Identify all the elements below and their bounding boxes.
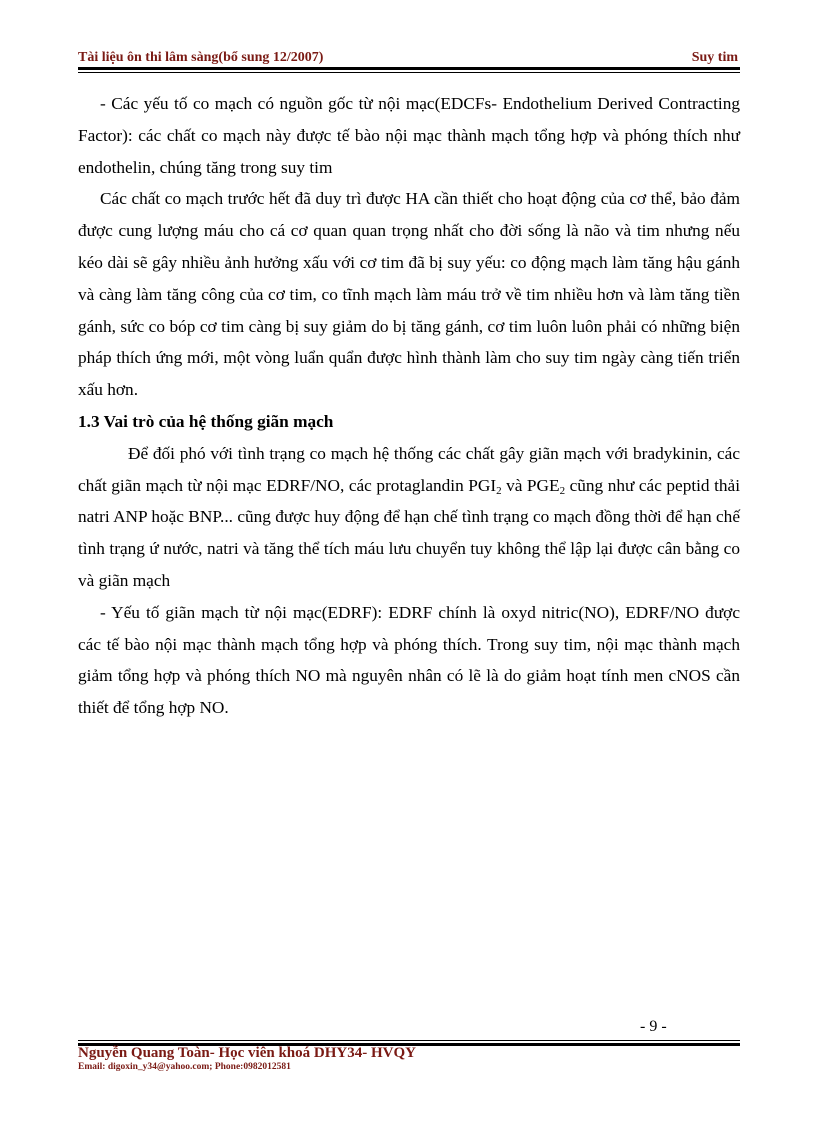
paragraph-vasodilators-text-c: cũng như các peptid thải natri ANP hoặc BNP... cũng được huy động để hạn chế tình trạng co mạch đồng thời để hạn chế tình trạng ứ nước, natri và tăng thể tích máu lưu chuyển tuy không thể lập lại được cân bằng co và giãn mạch — [78, 475, 741, 590]
subscript-pgi: 2 — [496, 484, 502, 497]
paragraph-edcfs: - Các yếu tố co mạch có nguồn gốc từ nội mạc(EDCFs- Endothelium Derived Contracting Factor): các chất co mạch này được tế bào nội mạc thành mạch tổng hợp và phóng thích như endothelin, chúng tăng trong suy tim — [78, 94, 740, 177]
document-body — [78, 88, 740, 724]
subscript-pge: 2 — [559, 484, 566, 497]
paragraph-vasodilators — [78, 438, 740, 597]
paragraph-vasodilators-text-b: và PGE — [501, 475, 560, 495]
paragraph-vasodilators-text-a: Để đối phó với tình trạng co mạch hệ thống các chất gây giãn mạch với bradykinin, các chất giãn mạch từ nội mạc EDRF/NO, các protaglandin PGI — [78, 443, 740, 495]
page-header — [78, 48, 738, 68]
footer-contact: Email: digoxin_y34@yahoo.com; Phone:0982012581 — [78, 1062, 291, 1072]
header-section-title: Suy tim — [691, 50, 738, 65]
paragraph-vasoconstriction-effects: Các chất co mạch trước hết đã duy trì được HA cần thiết cho hoạt động của cơ thể, bảo đảm được cung lượng máu cho cá cơ quan quan trọng nhất cho đời sống là não và tim nhưng nếu kéo dài sẽ gây nhiều ảnh hưởng xấu với cơ tim đã bị suy yếu: co động mạch làm tăng hậu gánh và càng làm tăng công của cơ tim, co tĩnh mạch làm máu trở về tim nhiều hơn và làm tăng tiền gánh, sức co bóp cơ tim càng bị suy giảm do bị tăng gánh, cơ tim luôn luôn phải có những biện pháp thích ứng mới, một vòng luẩn quẩn được hình thành làm cho suy tim ngày càng tiến triển xấu hơn. — [78, 189, 740, 400]
header-divider — [78, 67, 740, 70]
header-divider-thin — [78, 72, 740, 73]
header-document-title: Tài liệu ôn thi lâm sàng(bổ sung 12/2007) — [78, 50, 324, 65]
page-number: - 9 - — [640, 1018, 667, 1035]
footer-divider-thin — [78, 1040, 740, 1041]
paragraph-edrf: - Yếu tố giãn mạch từ nội mạc(EDRF): EDRF chính là oxyd nitric(NO), EDRF/NO được các tế bào nội mạc thành mạch tổng hợp và phóng thích. Trong suy tim, nội mạc thành mạch giảm tổng hợp và phóng thích NO mà nguyên nhân có lẽ là do giảm hoạt tính men cNOS cần thiết để tổng hợp NO. — [78, 602, 740, 718]
section-heading-vasodilation: 1.3 Vai trò của hệ thống giãn mạch — [78, 411, 334, 431]
footer-author: Nguyễn Quang Toàn- Học viên khoá DHY34- HVQY — [78, 1045, 416, 1061]
